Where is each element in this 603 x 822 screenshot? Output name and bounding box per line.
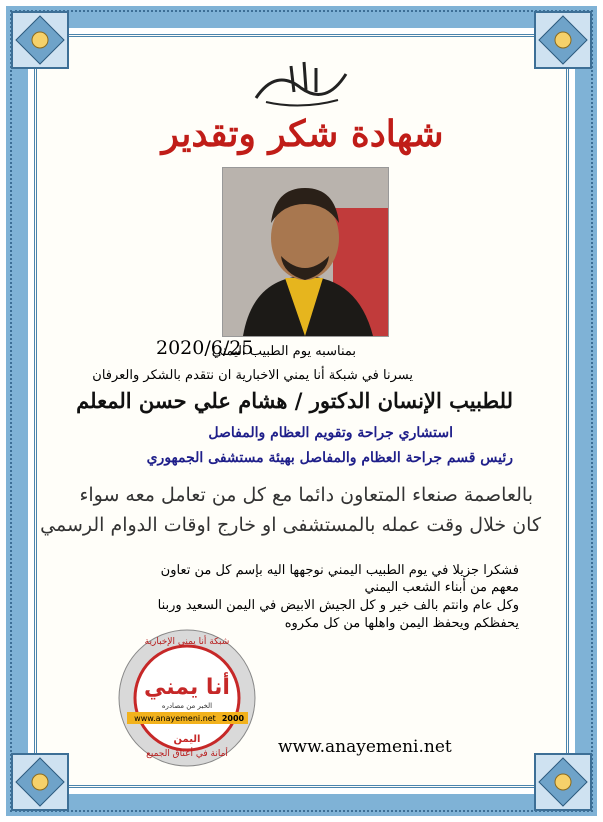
logo-bottom-arc: أمانة في أعناق الجميع: [146, 749, 228, 759]
occasion-date: 2020/6/25: [156, 337, 254, 359]
recipient-photo: [222, 167, 389, 337]
logo-year: 2000: [221, 714, 245, 723]
logo-country: اليمن: [173, 734, 201, 745]
corner-ornament-bottom-right: [531, 750, 595, 814]
logo-top-arc: شبكة أنا يمني الإخبارية: [144, 637, 230, 647]
certificate-title: شهادة شكر وتقدير: [161, 113, 444, 155]
thanks-line-1: فشكرا جزيلا في يوم الطبيب اليمني نوجهها اليه بإسم كل من تعاون: [160, 563, 519, 578]
thanks-line-3: وكل عام وانتم بالف خير و كل الجيش الابيض في اليمن السعيد وربنا: [157, 598, 519, 613]
intro-text: يسرنا في شبكة أنا يمني الاخبارية ان نتقدم بالشكر والعرفان: [92, 368, 413, 383]
recipient-role-line1: استشاري جراحة وتقويم العظام والمفاصل: [208, 425, 453, 441]
recipient-role-line2: رئيس قسم جراحة العظام والمفاصل بهيئة مستشفى الجمهوري: [146, 450, 513, 466]
corner-ornament-top-left: [8, 8, 72, 72]
corner-ornament-top-right: [531, 8, 595, 72]
thanks-line-4: يحفظكم ويحفظ اليمن واهلها من كل مكروه: [284, 616, 519, 631]
calligraphy-seal: [246, 58, 356, 110]
logo-brand: أنا يمني: [144, 675, 230, 700]
logo-slogan: الخبر من مصادره: [161, 702, 213, 710]
body-line-2: كان خلال وقت عمله بالمستشفى او خارج اوقات الدوام الرسمي: [40, 514, 541, 536]
body-line-1: بالعاصمة صنعاء المتعاون دائما مع كل من تعامل معه سواء: [79, 484, 533, 506]
logo-site: www.anayemeni.net: [134, 714, 216, 723]
recipient-name: للطبيب الإنسان الدكتور / هشام علي حسن المعلم: [76, 388, 513, 413]
anayemeni-logo: [115, 628, 260, 768]
website-url: www.anayemeni.net: [278, 737, 452, 757]
corner-ornament-bottom-left: [8, 750, 72, 814]
occasion-text: بمناسبه يوم الطبيب اليمني: [211, 344, 356, 359]
thanks-line-2: معهم من أبناء الشعب اليمني: [364, 580, 519, 595]
